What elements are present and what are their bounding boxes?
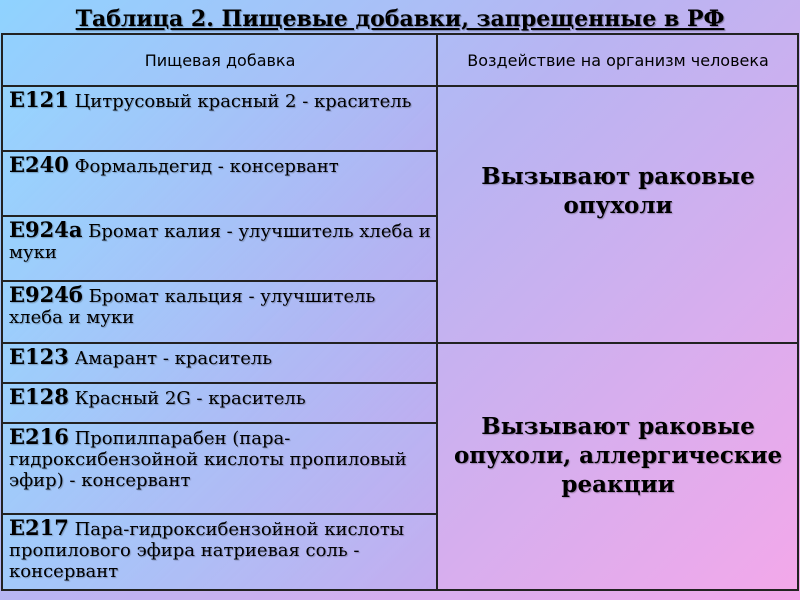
additive-description: Пропилпарабен (пара-гидроксибензойной кислоты пропиловый эфир) - консервант xyxy=(9,428,407,491)
effect-cell: Вызывают раковые опухоли xyxy=(437,86,798,343)
food-additives-table xyxy=(1,33,799,591)
additive-cell xyxy=(2,383,437,423)
additive-code: Е121 xyxy=(9,87,69,112)
additive-cell xyxy=(2,151,437,216)
additive-cell xyxy=(2,86,437,151)
additive-cell xyxy=(2,216,437,281)
header-additive: Пищевая добавка xyxy=(2,34,437,86)
header-effect: Воздействие на организм человека xyxy=(437,34,798,86)
additive-code: Е123 xyxy=(9,344,69,369)
page-title: Таблица 2. Пищевые добавки, запрещенные в РФ xyxy=(75,6,725,32)
additive-description: Цитрусовый красный 2 - краситель xyxy=(68,91,412,112)
additive-code: Е217 xyxy=(9,515,69,540)
additive-cell xyxy=(2,423,437,514)
additive-cell xyxy=(2,281,437,343)
additive-description: Бромат кальция - улучшитель хлеба и муки xyxy=(9,286,376,328)
additive-cell xyxy=(2,343,437,383)
additive-description: Пара-гидроксибензойной кислоты пропилового эфира натриевая соль - консервант xyxy=(9,519,405,582)
additive-cell xyxy=(2,514,437,590)
table-header-row xyxy=(2,34,798,86)
table-row xyxy=(2,86,798,151)
additive-code: Е240 xyxy=(9,152,69,177)
additive-code: Е924б xyxy=(9,282,83,307)
additive-description: Бромат калия - улучшитель хлеба и муки xyxy=(9,221,431,263)
additive-description: Амарант - краситель xyxy=(68,348,273,369)
additive-code: Е128 xyxy=(9,384,69,409)
additive-description: Красный 2G - краситель xyxy=(68,388,306,409)
table-row xyxy=(2,343,798,383)
effect-cell: Вызывают раковые опухоли, аллергические реакции xyxy=(437,343,798,590)
additive-description: Формальдегид - консервант xyxy=(68,156,339,177)
additive-code: Е216 xyxy=(9,424,69,449)
additive-code: Е924а xyxy=(9,217,83,242)
